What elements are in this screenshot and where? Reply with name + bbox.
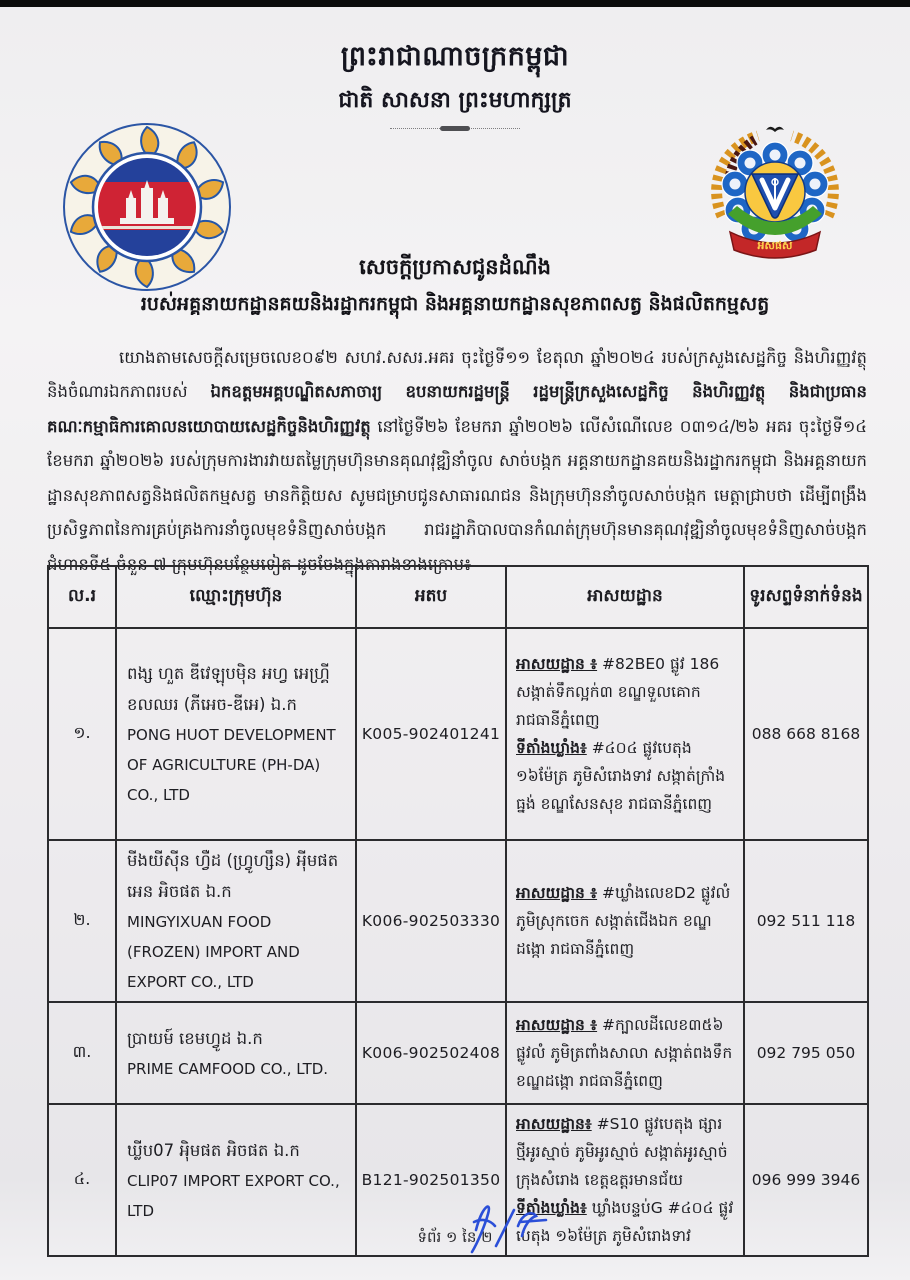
- title-line-2: របស់អគ្គនាយកដ្ឋានគយនិងរដ្ឋាករកម្ពុជា និងអគ្គនាយកដ្ឋានសុខភាពសត្វ និងផលិតកម្មសត្វ: [140, 293, 770, 315]
- company-name-english: MINGYIXUAN FOOD (FROZEN) IMPORT AND EXPORT CO., LTD: [127, 913, 300, 991]
- address-part: អាសយដ្ឋាន ៖ #ក្បាលដីលេខ៣៥៦ ផ្លូវលំ ភូមិត្រពាំងសាលា សង្កាត់ពងទឹក ខណ្ឌដង្កោ រាជធានីភ្នំពេញ: [516, 1016, 733, 1090]
- qualified-importers-table: [47, 565, 869, 1257]
- table-row: [48, 840, 868, 1002]
- address-part: ទីតាំងឃ្លាំង៖ #៤០៤ ផ្លូវបេតុង ១៦ម៉ែត្រ ភូមិសំរោងទាវ សង្កាត់ក្រាំងធ្នង់ ខណ្ឌសែនសុខ រាជធានីភ្នំពេញ: [516, 739, 726, 813]
- row-number: ៤.: [48, 1104, 116, 1256]
- company-name-khmer: ពង្ស ហួត ឌីវេឡុបមុិន អហ្វ អេហ្គ្រី ខលឈរ (ភីអេច-ឌីអេ) ឯ.ក: [127, 664, 330, 714]
- address-label: ទីតាំងឃ្លាំង៖: [516, 1199, 587, 1217]
- animal-health-production-emblem-icon: [700, 116, 850, 266]
- company-name-english: PRIME CAMFOOD CO., LTD.: [127, 1059, 329, 1078]
- page-number-label: ទំព័រ ១ នៃ ២: [417, 1228, 493, 1246]
- company-name-cell: [116, 1002, 356, 1104]
- header-row: [48, 566, 868, 628]
- address-part: អាសយដ្ឋាន៖ #S10 ផ្លូវបេតុង ផ្សារថ្មីអូរស្មាច់ ភូមិអូរស្មាច់ សង្កាត់អូរស្មាច់ ក្រុងសំរោង ខេត្តឧត្តរមានជ័យ: [516, 1115, 728, 1189]
- table-row: [48, 628, 868, 840]
- reviewer-initials-signature: [462, 1196, 552, 1260]
- row-number: ៣.: [48, 1002, 116, 1104]
- body-bold-segment: ឯកឧត្តមអគ្គបណ្ឌិតសភាចារ្យ ឧបនាយករដ្ឋមន្ត្រី រដ្ឋមន្ត្រីក្រសួងសេដ្ឋកិច្ច និងហិរញ្ញវត្ថុ និងជាប្រធានគណៈកម្មាធិការគោលនយោបាយសេដ្ឋកិច្ចនិងហិរញ្ញវត្ថុ: [47, 382, 867, 436]
- address-part: អាសយដ្ឋាន ៖ #82BE0 ផ្លូវ 186 សង្កាត់ទឹកល្អក់៣ ខណ្ឌទួលគោក រាជធានីភ្នំពេញ: [516, 655, 720, 729]
- column-header: អាសយដ្ឋាន: [506, 566, 744, 628]
- emblem-banner-text: អសផស: [757, 239, 793, 252]
- company-tin: B121-902501350: [356, 1104, 506, 1256]
- company-name-khmer: មីងយីស៊ីន ហ្វឺដ (ហ្រ្វូហ្សឹន) អុីមផត អេន អិចផត ឯ.ក: [127, 851, 339, 901]
- company-address-cell: [506, 628, 744, 840]
- table-header-row: [48, 566, 868, 628]
- company-address-cell: [506, 1002, 744, 1104]
- address-label: អាសយដ្ឋាន ៖: [516, 884, 598, 902]
- company-tin: K006-902503330: [356, 840, 506, 1002]
- company-name-cell: [116, 628, 356, 840]
- company-phone: 092 511 118: [744, 840, 868, 1002]
- company-name-khmer: ប្រាយម៍ ខេមហ្វូដ ឯ.ក: [127, 1028, 263, 1048]
- body-segment: នៅថ្ងៃទី២៦ ខែមករា ឆ្នាំ២០២៦ លើសំណើលេខ ០៣១៤/២៦ អគរ ចុះថ្ងៃទី១៤ ខែមករា ឆ្នាំ២០២៦ របស់ក្រុមការងារវាយតម្លៃក្រុមហ៊ុនមានគុណវុឌ្ឍិនាំចូល សាច់បង្កក អគ្គនាយកដ្ឋានគយនិងរដ្ឋាករកម្ពុជា និងអគ្គនាយកដ្ឋានសុខភាពសត្វនិងផលិតកម្មសត្វ មានកិត្តិយស សូមជម្រាបជូនសាធារណជន និងក្រុមហ៊ុននាំចូលសាច់បង្កក មេត្តាជ្រាបថា ដើម្បីពង្រឹងប្រសិទ្ធភាពនៃការគ្រប់គ្រងការនាំចូលមុខទំនិញសាច់បង្កក រាជរដ្ឋាភិបាលបានកំណត់ក្រុមហ៊ុនមានគុណវុឌ្ឍិនាំចូលមុខទំនិញសាច់បង្កក ជំហានទី៥ ចំនួន ៧ ក្រុមហ៊ុនបន្ថែមទៀត ដូចចែងក្នុងតារាងខាងក្រោម៖: [47, 416, 867, 574]
- address-label: អាសយដ្ឋាន៖: [516, 1115, 592, 1133]
- address-label: អាសយដ្ឋាន ៖: [516, 1016, 598, 1034]
- body-paragraph: [47, 341, 867, 583]
- company-phone: 092 795 050: [744, 1002, 868, 1104]
- company-name-cell: [116, 840, 356, 1002]
- column-header: ឈ្មោះក្រុមហ៊ុន: [116, 566, 356, 628]
- companies-tbody: [48, 628, 868, 1256]
- company-name-english: PONG HUOT DEVELOPMENT OF AGRICULTURE (PH-DA) CO., LTD: [127, 726, 336, 804]
- row-number: ១.: [48, 628, 116, 840]
- company-phone: 088 668 8168: [744, 628, 868, 840]
- row-number: ២.: [48, 840, 116, 1002]
- body-segment: យោងតាមសេចក្តីសម្រេចលេខ០៩២ សហវ.សសរ.អគរ ចុះថ្ងៃទី១១ ខែតុលា ឆ្នាំ២០២៤ របស់ក្រសួងសេដ្ឋកិច្ច និងហិរញ្ញវត្ថុ និងចំណារឯកភាពរបស់: [47, 347, 867, 401]
- address-part: អាសយដ្ឋាន ៖ #ឃ្លាំងលេខD2 ផ្លូវលំ ភូមិស្រុកចេក សង្កាត់ជើងឯក ខណ្ឌដង្កោ រាជធានីភ្នំពេញ: [516, 884, 731, 958]
- document-title: [0, 254, 910, 320]
- table-row: [48, 1002, 868, 1104]
- company-tin: K005-902401241: [356, 628, 506, 840]
- photo-top-edge: [0, 0, 910, 7]
- column-header: អតប: [356, 566, 506, 628]
- column-header: ល.រ: [48, 566, 116, 628]
- column-header: ទូរសព្ទទំនាក់ទំនង: [744, 566, 868, 628]
- company-name-english: CLIP07 IMPORT EXPORT CO., LTD: [127, 1171, 340, 1220]
- title-line-1: សេចក្តីប្រកាសជូនដំណឹង: [359, 255, 551, 279]
- header-divider-ornament: [390, 124, 520, 133]
- company-address-cell: [506, 840, 744, 1002]
- company-name-khmer: ឃ្លីប07 អុិមផត អិចផត ឯ.ក: [127, 1140, 300, 1160]
- address-part: ទីតាំងឃ្លាំង៖ ឃ្លាំងបន្ទប់G #៤០៤ ផ្លូវបេតុង ១៦ម៉ែត្រ ភូមិសំរោងទាវ: [516, 1199, 734, 1245]
- address-label: អាសយដ្ឋាន ៖: [516, 655, 598, 673]
- address-label: ទីតាំងឃ្លាំង៖: [516, 739, 587, 757]
- company-phone: 096 999 3946: [744, 1104, 868, 1256]
- kingdom-title: ព្រះរាជាណាចក្រកម្ពុជា: [340, 41, 570, 72]
- national-motto: ជាតិ សាសនា ព្រះមហាក្សត្រ: [338, 88, 572, 113]
- company-tin: K006-902502408: [356, 1002, 506, 1104]
